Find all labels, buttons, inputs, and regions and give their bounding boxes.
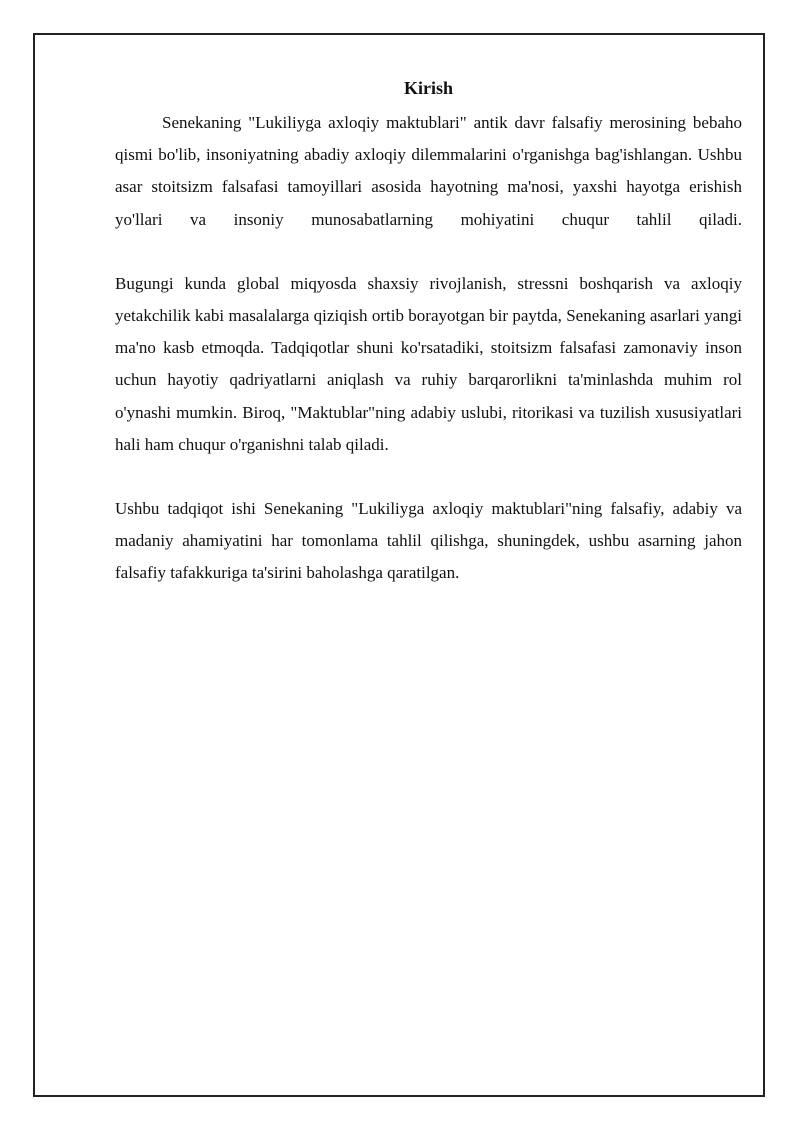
- paragraph-intro: Senekaning "Lukiliyga axloqiy maktublari" antik davr falsafiy merosining bebaho qismi bo'lib, insoniyatning abadiy axloqiy dilemmalarini o'rganishga bag'ishlangan. Ushbu asar stoitsizm falsafasi tamoyillari asosida hayotning ma'nosi, yaxshi hayotga erishish yo'llari va insoniy munosabatlarning mohiyatini chuqur tahlil qiladi.: [115, 113, 742, 229]
- document-title: Kirish: [403, 78, 453, 98]
- paragraph-relevance: Bugungi kunda global miqyosda shaxsiy rivojlanish, stressni boshqarish va axloqiy yetakchilik kabi masalalarga qiziqish ortib borayotgan bir paytda, Senekaning asarlari yangi ma'no kasb etmoqda. Tadqiqotlar shuni ko'rsatadiki, stoitsizm falsafasi zamonaviy inson uchun hayotiy qadriyatlarni aniqlash va ruhiy barqarorlikni ta'minlashda muhim rol o'ynashi mumkin. Biroq, "Maktublar"ning adabiy uslubi, ritorikasi va tuzilish xususiyatlari hali ham chuqur o'rganishni talab qiladi.: [115, 273, 742, 454]
- document-body: [115, 74, 742, 590]
- paragraph-gap: [115, 236, 742, 268]
- paragraph-aim: Ushbu tadqiqot ishi Senekaning "Lukiliyga axloqiy maktublari"ning falsafiy, adabiy va madaniy ahamiyatini har tomonlama tahlil qilishga, shuningdek, ushbu asarning jahon falsafiy tafakkuriga ta'sirini baholashga qaratilgan.: [115, 499, 742, 583]
- paragraph-gap: [115, 461, 742, 493]
